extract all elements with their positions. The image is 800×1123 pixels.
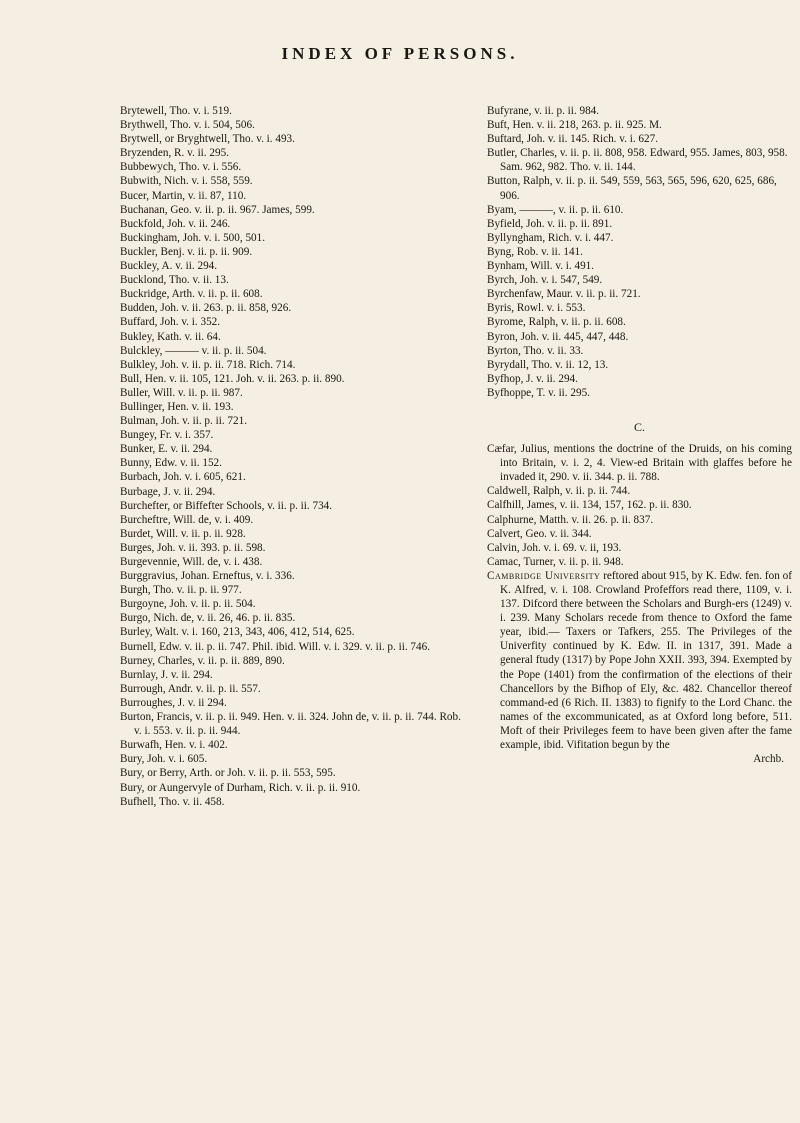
index-entry: Bufyrane, v. ii. p. ii. 984.: [487, 105, 600, 117]
index-entry: Burroughes, J. v. ii 294.: [120, 696, 227, 709]
index-entry: Bury, or Aungervyle of Durham, Rich. v. ii. p. ii. 910.: [120, 781, 361, 794]
index-entry: Bunny, Edw. v. ii. 152.: [120, 457, 222, 470]
index-entry: Bullinger, Hen. v. ii. 193.: [120, 400, 234, 413]
index-entry: Burcheftre, Will. de, v. i. 409.: [120, 513, 254, 526]
index-entry: Burbach, Joh. v. i. 605, 621.: [120, 471, 246, 484]
index-entry: Byfhop, J. v. ii. 294.: [487, 372, 578, 385]
index-entry: Byrydall, Tho. v. ii. 12, 13.: [487, 358, 609, 371]
index-entry: Burnlay, J. v. ii. 294.: [120, 668, 213, 681]
index-entry: Burggravius, Johan. Erneftus, v. i. 336.: [120, 570, 295, 583]
index-entry: Bunker, E. v. ii. 294.: [120, 443, 213, 456]
right-entries: [487, 104, 792, 400]
index-entry: Brytewell, Tho. v. i. 519.: [120, 105, 232, 117]
index-entry: Buller, Will. v. ii. p. ii. 987.: [120, 386, 243, 399]
index-entry: Bynham, Will. v. i. 491.: [487, 260, 595, 273]
index-entry: Burgoyne, Joh. v. ii. p. ii. 504.: [120, 598, 256, 611]
section-letter-c: C.: [633, 419, 645, 434]
index-entry: Bubwith, Nich. v. i. 558, 559.: [120, 175, 253, 188]
index-entry: Bulkley, Joh. v. ii. p. ii. 718. Rich. 714.: [120, 358, 296, 371]
index-entry: Bufhell, Tho. v. ii. 458.: [120, 795, 225, 808]
index-entry: Byllyngham, Rich. v. i. 447.: [487, 231, 614, 244]
right-column: [487, 104, 792, 766]
index-entry: Burbage, J. v. ii. 294.: [120, 485, 216, 498]
c-entries: [487, 442, 792, 569]
index-entry: Bryzenden, R. v. ii. 295.: [120, 147, 229, 160]
index-entry: Burnell, Edw. v. ii. p. ii. 747. Phil. ibid. Will. v. i. 329. v. ii. p. ii. 746.: [120, 640, 431, 653]
index-entry: Bull, Hen. v. ii. 105, 121. Joh. v. ii. 263. p. ii. 890.: [120, 372, 345, 385]
index-entry: Burgh, Tho. v. ii. p. ii. 977.: [120, 584, 242, 597]
index-entry: Buftard, Joh. v. ii. 145. Rich. v. i. 627.: [487, 133, 659, 146]
cambridge-text: reftored about 915, by K. Edw. fen. fon of K. Alfred, v. i. 108. Crowland Profeffors read there, 1109, v. i. 137. Difcord there between the Scholars and Burgh-ers (1249) v. i. 239. Many Scholars recede from thence to Oxford the fame year, ibid.— Taxers or Tafkers, 255. The Privileges of the Univerfity continued by K. Edw. II. in 1317, 391. Made a general ftudy (1317) by Pope John XXII. 393, 394. Exempted by the Pope (1401) from the confirmation of the elections of their Chancellors by the Bifhop of Ely, &c. 482. Chancellor thereof command-ed (6 Rich. II. 1383) to fignify to the Lord Chanc. the names of the excommunicated, as at Oxford long before, 511. Moft of their Privileges feem to have been given after the fame example, ibid. Vifitation begun by the: [500, 569, 793, 752]
index-entry: Burton, Francis, v. ii. p. ii. 949. Hen. v. ii. 324. John de, v. ii. p. ii. 744. Rob. v. i. 553. v. ii. p. ii. 944.: [120, 711, 461, 738]
index-entry: Burdet, Will. v. ii. p. ii. 928.: [120, 527, 246, 540]
index-entry: Bulckley, ——— v. ii. p. ii. 504.: [120, 344, 267, 357]
index-entry: Bucklond, Tho. v. ii. 13.: [120, 274, 229, 287]
index-entry: Burges, Joh. v. ii. 393. p. ii. 598.: [120, 541, 266, 554]
index-entry: Brytwell, or Bryghtwell, Tho. v. i. 493.: [120, 133, 295, 146]
index-entry: Byng, Rob. v. ii. 141.: [487, 245, 583, 258]
index-entry: Byrch, Joh. v. i. 547, 549.: [487, 274, 603, 287]
index-entry: Bury, Joh. v. i. 605.: [120, 753, 208, 766]
index-entry: Bulman, Joh. v. ii. p. ii. 721.: [120, 415, 248, 428]
index-entry: Brythwell, Tho. v. i. 504, 506.: [120, 119, 255, 132]
index-entry: Bury, or Berry, Arth. or Joh. v. ii. p. ii. 553, 595.: [120, 767, 336, 780]
index-entry: Buchanan, Geo. v. ii. p. ii. 967. James, 599.: [120, 203, 315, 216]
index-entry: Byrome, Ralph, v. ii. p. ii. 608.: [487, 316, 626, 329]
index-entry: Byam, ———, v. ii. p. ii. 610.: [487, 203, 624, 216]
index-entry: Calphurne, Matth. v. ii. 26. p. ii. 837.: [487, 513, 654, 526]
index-entry: Calvert, Geo. v. ii. 344.: [487, 527, 592, 540]
index-entry: Camac, Turner, v. ii. p. ii. 948.: [487, 555, 624, 568]
index-entry: Byris, Rowl. v. i. 553.: [487, 302, 586, 315]
index-entry: Burwafh, Hen. v. i. 402.: [120, 739, 228, 752]
index-entry: Caldwell, Ralph, v. ii. p. ii. 744.: [487, 485, 631, 498]
index-entry: Byrton, Tho. v. ii. 33.: [487, 344, 584, 357]
index-entry: Butler, Charles, v. ii. p. ii. 808, 958. Edward, 955. James, 803, 958. Sam. 962, 982. Tho. v. ii. 144.: [487, 147, 788, 174]
index-entry: Bucer, Martin, v. ii. 87, 110.: [120, 189, 247, 202]
index-entry: Byrchenfaw, Maur. v. ii. p. ii. 721.: [487, 288, 641, 301]
page-header: INDEX OF PERSONS.: [281, 44, 519, 63]
index-entry: Byron, Joh. v. ii. 445, 447, 448.: [487, 330, 629, 343]
cambridge-entry: [487, 569, 792, 752]
index-entry: Buckingham, Joh. v. i. 500, 501.: [120, 231, 266, 244]
index-entry: Byfhoppe, T. v. ii. 295.: [487, 386, 590, 399]
cambridge-heading: Cambridge University: [487, 569, 601, 582]
index-entry: Calvin, Joh. v. i. 69. v. ii, 193.: [487, 541, 622, 554]
index-entry: Byfield, Joh. v. ii. p. ii. 891.: [487, 217, 613, 230]
index-entry: Cæfar, Julius, mentions the doctrine of the Druids, on his coming into Britain, v. i. 2, 4. View-ed Britain with glaffes before he invaded it, 290. v. ii. 344. p. ii. 788.: [487, 443, 792, 484]
catchword: Archb.: [753, 753, 784, 766]
index-entry: Burgevennie, Will. de, v. i. 438.: [120, 556, 263, 568]
index-entry: Buckley, A. v. ii. 294.: [120, 260, 218, 273]
index-entry: Burchefter, or Biffefter Schools, v. ii. p. ii. 734.: [120, 499, 333, 512]
index-entry: Burley, Walt. v. i. 160, 213, 343, 406, 412, 514, 625.: [120, 626, 355, 639]
index-entry: Buckler, Benj. v. ii. p. ii. 909.: [120, 245, 253, 258]
index-entry: Bubbewych, Tho. v. i. 556.: [120, 161, 242, 174]
index-entry: Budden, Joh. v. ii. 263. p. ii. 858, 926.: [120, 302, 292, 315]
index-entry: Bungey, Fr. v. i. 357.: [120, 429, 214, 442]
index-entry: Button, Ralph, v. ii. p. ii. 549, 559, 563, 565, 596, 620, 625, 686, 906.: [487, 175, 777, 202]
index-entry: Buft, Hen. v. ii. 218, 263. p. ii. 925. M.: [487, 119, 662, 132]
index-entry: Buffard, Joh. v. i. 352.: [120, 316, 221, 329]
index-entry: Burrough, Andr. v. ii. p. ii. 557.: [120, 682, 261, 695]
index-entry: Bukley, Kath. v. ii. 64.: [120, 330, 221, 343]
index-entry: Burney, Charles, v. ii. p. ii. 889, 890.: [120, 654, 285, 667]
index-entry: Buckfold, Joh. v. ii. 246.: [120, 217, 231, 230]
index-entry: Burgo, Nich. de, v. ii. 26, 46. p. ii. 835.: [120, 612, 296, 625]
index-entry: Calfhill, James, v. ii. 134, 157, 162. p. ii. 830.: [487, 499, 692, 512]
left-column: [120, 104, 465, 809]
index-entry: Buckridge, Arth. v. ii. p. ii. 608.: [120, 288, 263, 301]
